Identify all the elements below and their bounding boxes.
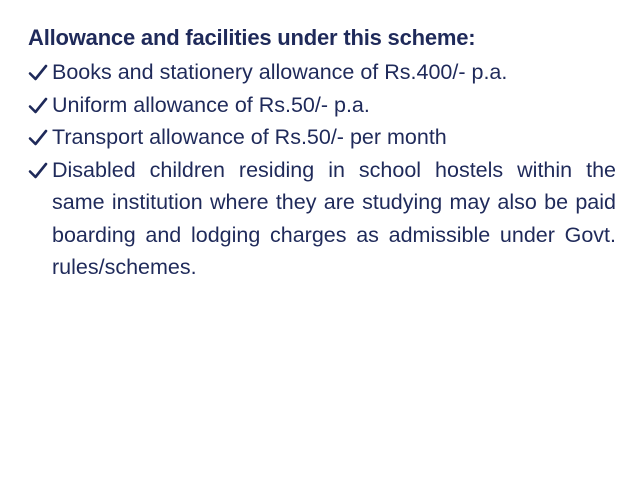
list-item-text: Disabled children residing in school hostels within the same institution where they are studying may also be paid boarding and lodging charges as admissible under Govt. rules/schemes. <box>52 157 616 279</box>
list-item-text: Books and stationery allowance of Rs.400/- p.a. <box>52 60 508 84</box>
checkmark-icon <box>28 129 48 147</box>
list-item <box>28 56 616 89</box>
checkmark-icon <box>28 64 48 82</box>
list-item <box>28 121 616 154</box>
slide-content <box>28 22 616 284</box>
list-item <box>28 154 616 284</box>
slide-heading: Allowance and facilities under this scheme: <box>28 25 476 50</box>
allowance-list <box>28 56 616 284</box>
list-item-text: Transport allowance of Rs.50/- per month <box>52 125 447 149</box>
checkmark-icon <box>28 162 48 180</box>
list-item <box>28 89 616 122</box>
checkmark-icon <box>28 97 48 115</box>
list-item-text: Uniform allowance of Rs.50/- p.a. <box>52 92 370 117</box>
